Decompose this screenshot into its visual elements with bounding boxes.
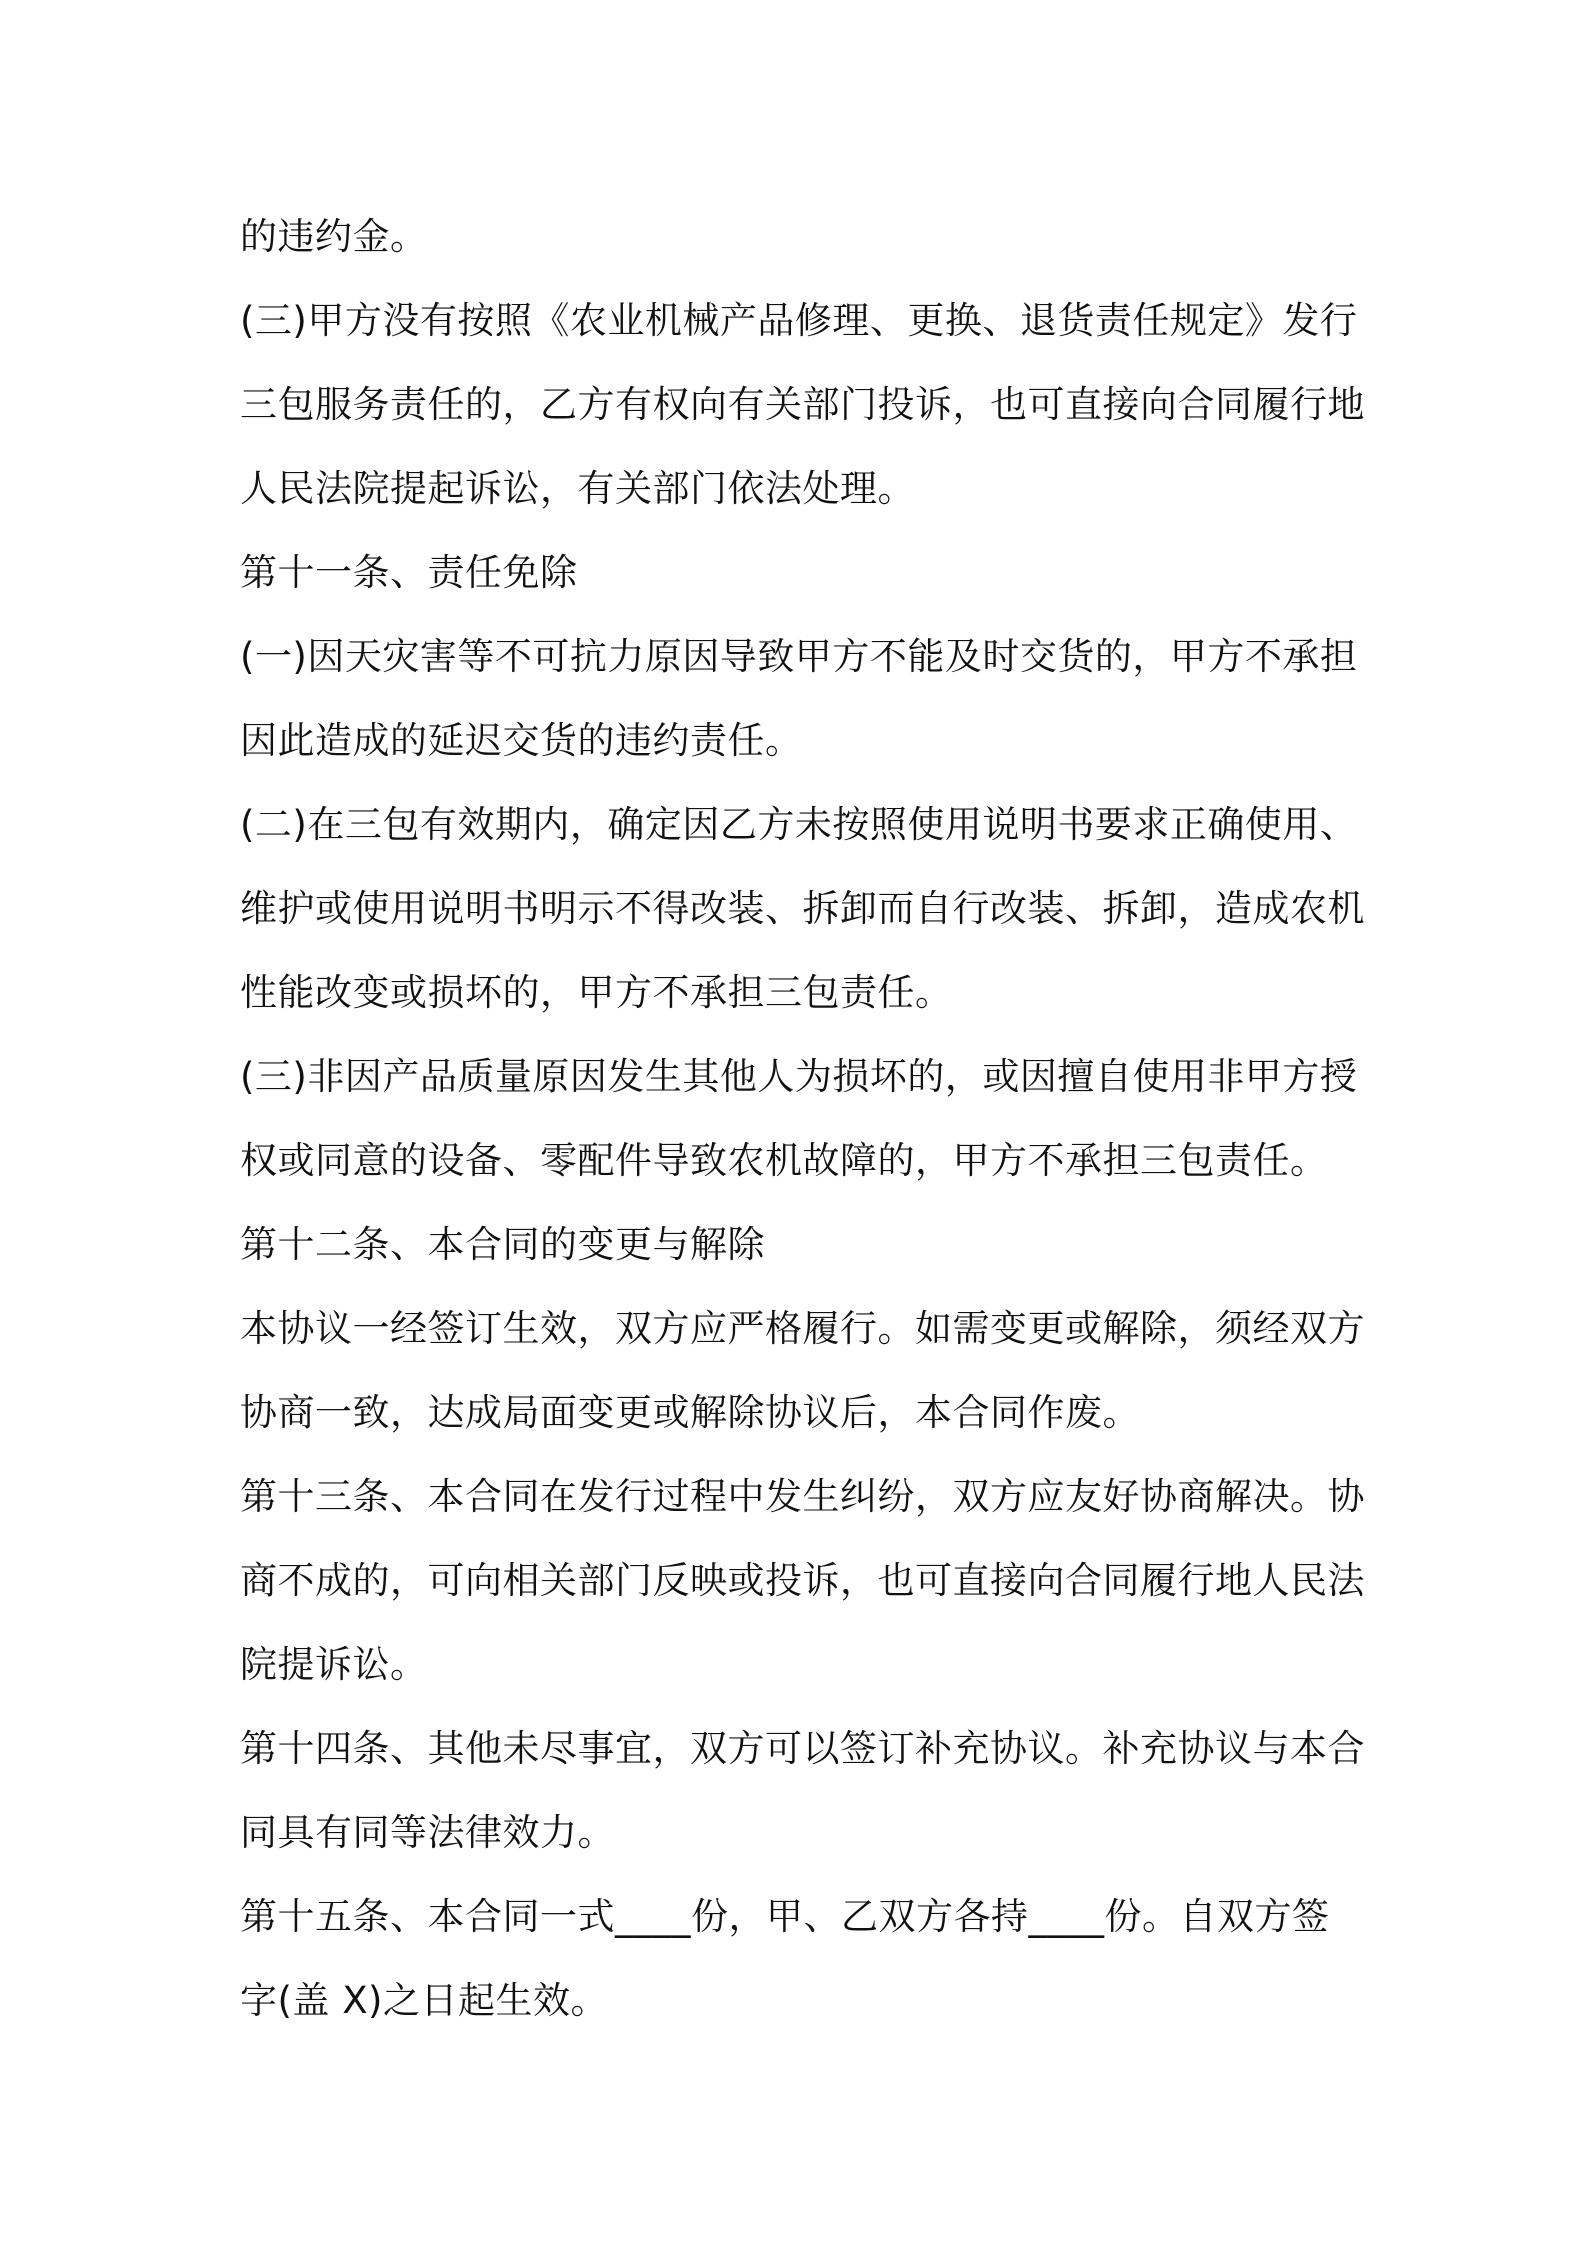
contract-text-body: [240, 195, 1365, 2043]
section-14-line: 第十四条、其他未尽事宜，双方可以签订补充协议。补充协议与本合: [240, 1727, 1365, 1770]
text-line: 权或同意的设备、零配件导致农机故障的，甲方不承担三包责任。: [240, 1139, 1328, 1182]
text-line: 院提诉讼。: [240, 1643, 428, 1686]
section-heading-11: 第十一条、责任免除: [240, 551, 578, 594]
text-line: 的违约金。: [240, 215, 428, 258]
text-line: 三包服务责任的，乙方有权向有关部门投诉，也可直接向合同履行地: [240, 383, 1365, 426]
text-line: 因此造成的延迟交货的违约责任。: [240, 719, 803, 762]
text-line: (二)在三包有效期内，确定因乙方未按照使用说明书要求正确使用、: [240, 803, 1358, 846]
text-line: 协商一致，达成局面变更或解除协议后，本合同作废。: [240, 1391, 1140, 1434]
text-line: 人民法院提起诉讼，有关部门依法处理。: [240, 467, 915, 510]
text-line: 维护或使用说明书明示不得改装、拆卸而自行改装、拆卸，造成农机: [240, 887, 1365, 930]
section-heading-12: 第十二条、本合同的变更与解除: [240, 1223, 765, 1266]
text-line: (三)非因产品质量原因发生其他人为损坏的，或因擅自使用非甲方授: [240, 1055, 1358, 1098]
text-line: 本协议一经签订生效，双方应严格履行。如需变更或解除，须经双方: [240, 1307, 1365, 1350]
section-15-line: 第十五条、本合同一式____份，甲、乙双方各持____份。自双方签: [240, 1895, 1330, 1938]
text-line: 字(盖 X)之日起生效。: [240, 1979, 608, 2022]
section-13-line: 第十三条、本合同在发行过程中发生纠纷，双方应友好协商解决。协: [240, 1475, 1365, 1518]
text-line: (一)因天灾害等不可抗力原因导致甲方不能及时交货的，甲方不承担: [240, 635, 1358, 678]
text-line: (三)甲方没有按照《农业机械产品修理、更换、退货责任规定》发行: [240, 299, 1358, 342]
text-line: 商不成的，可向相关部门反映或投诉，也可直接向合同履行地人民法: [240, 1559, 1365, 1602]
text-line: 同具有同等法律效力。: [240, 1811, 615, 1854]
text-line: 性能改变或损坏的，甲方不承担三包责任。: [240, 971, 953, 1014]
